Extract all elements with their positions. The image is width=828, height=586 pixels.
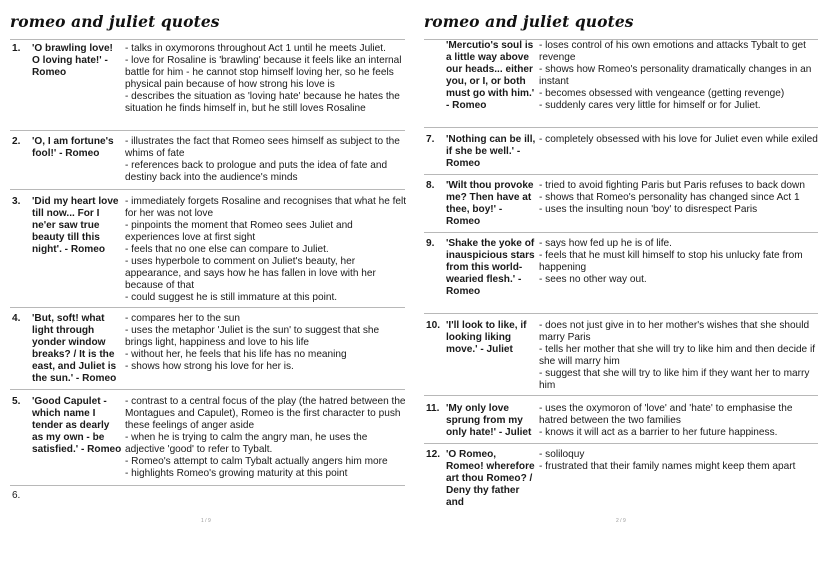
page-number: 1 / 9 [201, 518, 211, 524]
quote-text: 'But, soft! what light through yonder window breaks? / It is the east, and Juliet is the sun.' - Romeo [32, 313, 117, 384]
analysis-notes: - immediately forgets Rosaline and recognises that what he felt for her was not love - pinpoints the moment that Romeo sees Juliet and experiences love at first sight - feels that no one else can compare to Juliet. - uses hyperbole to comment on Juliet's beauty, her appearance, and says how he has fallen in love with her because of that - could suggest he is still immature at this point. [125, 196, 407, 303]
quote-entry-9 [426, 238, 820, 310]
entry-number: 7. [426, 134, 435, 145]
quote-entry-6-continued [426, 40, 820, 124]
quote-text: 'Wilt thou provoke me? Then have at thee, boy!' - Romeo [446, 180, 534, 227]
divider [10, 130, 405, 131]
entry-number: 5. [12, 396, 21, 407]
quote-text: 'Mercutio's soul is a little way above our heads... either you, or I, or both must go with him.' - Romeo [446, 40, 535, 111]
quote-text: 'Did my heart love till now... For I ne'er saw true beauty till this night'. - Romeo [32, 196, 119, 255]
entry-number: 9. [426, 238, 435, 249]
entry-number: 2. [12, 136, 21, 147]
entry-number: 8. [426, 180, 435, 191]
analysis-notes: - talks in oxymorons throughout Act 1 until he meets Juliet. - love for Rosaline is 'brawling' because it feels like an internal battle for him - he cannot stop himself loving her, so he feels physical pain because of how strong his love is - describes the situation as 'loving hate' because he hates the situation he finds himself in, but he still loves Rosaline [125, 43, 402, 114]
entry-number: 11. [426, 403, 440, 414]
quote-text: 'I'll look to like, if looking liking move.' - Juliet [446, 320, 527, 355]
analysis-notes: - does not just give in to her mother's wishes that she should marry Paris - tells her mother that she will try to like him and then decide if she will marry him - suggest that she will try to like him if they want her to marry him [539, 320, 816, 391]
divider [424, 443, 818, 444]
analysis-notes: - contrast to a central focus of the play (the hatred between the Montagues and Capulet), Romeo is the first character to push these feelings of anger aside - when he is trying to calm the angry man, he uses the adjective 'good' to refer to Tybalt. - Romeo's attempt to calm Tybalt actually angers him more - highlights Romeo's growing maturity at this point [125, 396, 406, 479]
entry-number: 10. [426, 320, 441, 331]
quote-entry-8 [426, 180, 820, 230]
quote-entry-7 [426, 134, 820, 172]
document-title: romeo and juliet quotes [424, 12, 634, 31]
quote-text: 'O brawling love! O loving hate!' - Romeo [32, 43, 113, 78]
page-number: 2 / 9 [616, 518, 626, 524]
quote-entry-4 [12, 313, 407, 385]
divider [424, 174, 818, 175]
quote-text: 'O, I am fortune's fool!' - Romeo [32, 136, 114, 159]
entry-number: 1. [12, 43, 21, 54]
quote-text: 'Nothing can be ill, if she be well.' - Romeo [446, 134, 536, 169]
quote-entry-2 [12, 136, 407, 186]
divider [10, 39, 405, 40]
entry-number: 4. [12, 313, 21, 324]
quote-entry-1 [12, 43, 407, 127]
divider [10, 189, 405, 190]
quote-entry-5 [12, 396, 407, 480]
entry-number: 6. [12, 490, 21, 501]
quote-entry-11 [426, 403, 820, 441]
analysis-notes: - compares her to the sun - uses the metaphor 'Juliet is the sun' to suggest that she brings light, happiness and love to his life - without her, he feels that his life has no meaning - shows how strong his love for her is. [125, 313, 380, 372]
analysis-notes: - soliloquy - frustrated that their family names might keep them apart [539, 449, 796, 472]
divider [424, 395, 818, 396]
analysis-notes: - uses the oxymoron of 'love' and 'hate' to emphasise the hatred between the two families - knows it will act as a barrier to her future happiness. [539, 403, 793, 438]
analysis-notes: - illustrates the fact that Romeo sees himself as subject to the whims of fate - references back to prologue and puts the idea of fate and destiny back into the audience's minds [125, 136, 400, 183]
divider [10, 485, 405, 486]
entry-number: 12. [426, 449, 441, 460]
divider [10, 389, 405, 390]
quote-text: 'My only love sprung from my only hate!' - Juliet [446, 403, 532, 438]
analysis-notes: - completely obsessed with his love for Juliet even while exiled [539, 134, 818, 145]
divider [424, 313, 818, 314]
quote-entry-12 [426, 449, 820, 511]
divider [10, 307, 405, 308]
quote-text: 'O Romeo, Romeo! wherefore art thou Romeo? / Deny thy father and [446, 449, 535, 508]
document-title: romeo and juliet quotes [10, 12, 220, 31]
analysis-notes: - loses control of his own emotions and attacks Tybalt to get revenge - shows how Romeo's personality dramatically changes in an instant - becomes obsessed with vengeance (getting revenge) - suddenly cares very little for himself or for Juliet. [539, 40, 812, 111]
entry-number: 3. [12, 196, 21, 207]
analysis-notes: - says how fed up he is of life. - feels that he must kill himself to stop his unlucky fate from happening - sees no other way out. [539, 238, 803, 285]
divider [424, 127, 818, 128]
quote-entry-10 [426, 320, 820, 392]
quote-text: 'Good Capulet - which name I tender as dearly as my own - be satisfied.' - Romeo [32, 396, 122, 455]
divider [424, 232, 818, 233]
quote-text: 'Shake the yoke of inauspicious stars from this world-wearied flesh.' - Romeo [446, 238, 535, 297]
analysis-notes: - tried to avoid fighting Paris but Paris refuses to back down - shows that Romeo's personality has changed since Act 1 - uses the insulting noun 'boy' to disrespect Paris [539, 180, 805, 215]
quote-entry-3 [12, 196, 407, 304]
document-page-2 [414, 0, 828, 586]
